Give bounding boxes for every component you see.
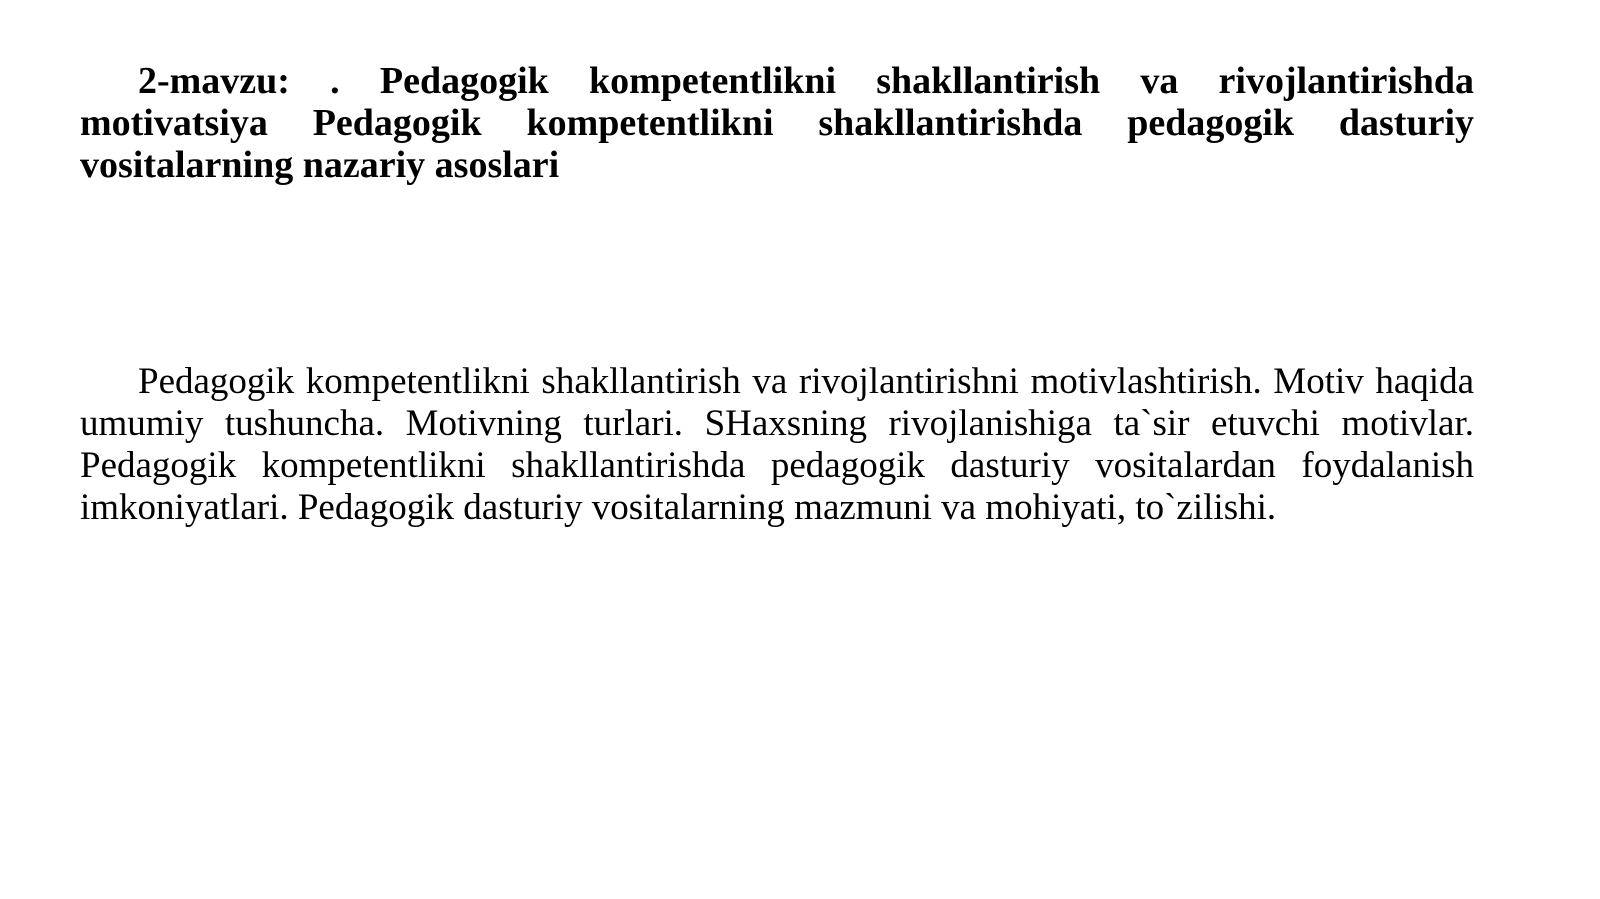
slide-title: 2-mavzu: . Pedagogik kompetentlikni shakllantirish va rivojlantirishda motivatsiya Pedagogik kompetentlikni shakllantirishda pedagogik dasturiy vositalarning nazariy asoslari [80, 60, 1474, 186]
slide-body-text: Pedagogik kompetentlikni shakllantirish va rivojlantirishni motivlashtirish. Motiv haqida umumiy tushuncha. Motivning turlari. SHaxsning rivojlanishiga ta`sir etuvchi motivlar. Pedagogik kompetentlikni shakllantirishda pedagogik dasturiy vositalardan foydalanish imkoniyatlari. Pedagogik dasturiy vositalarning mazmuni va mohiyati, to`zilishi. [80, 361, 1474, 528]
